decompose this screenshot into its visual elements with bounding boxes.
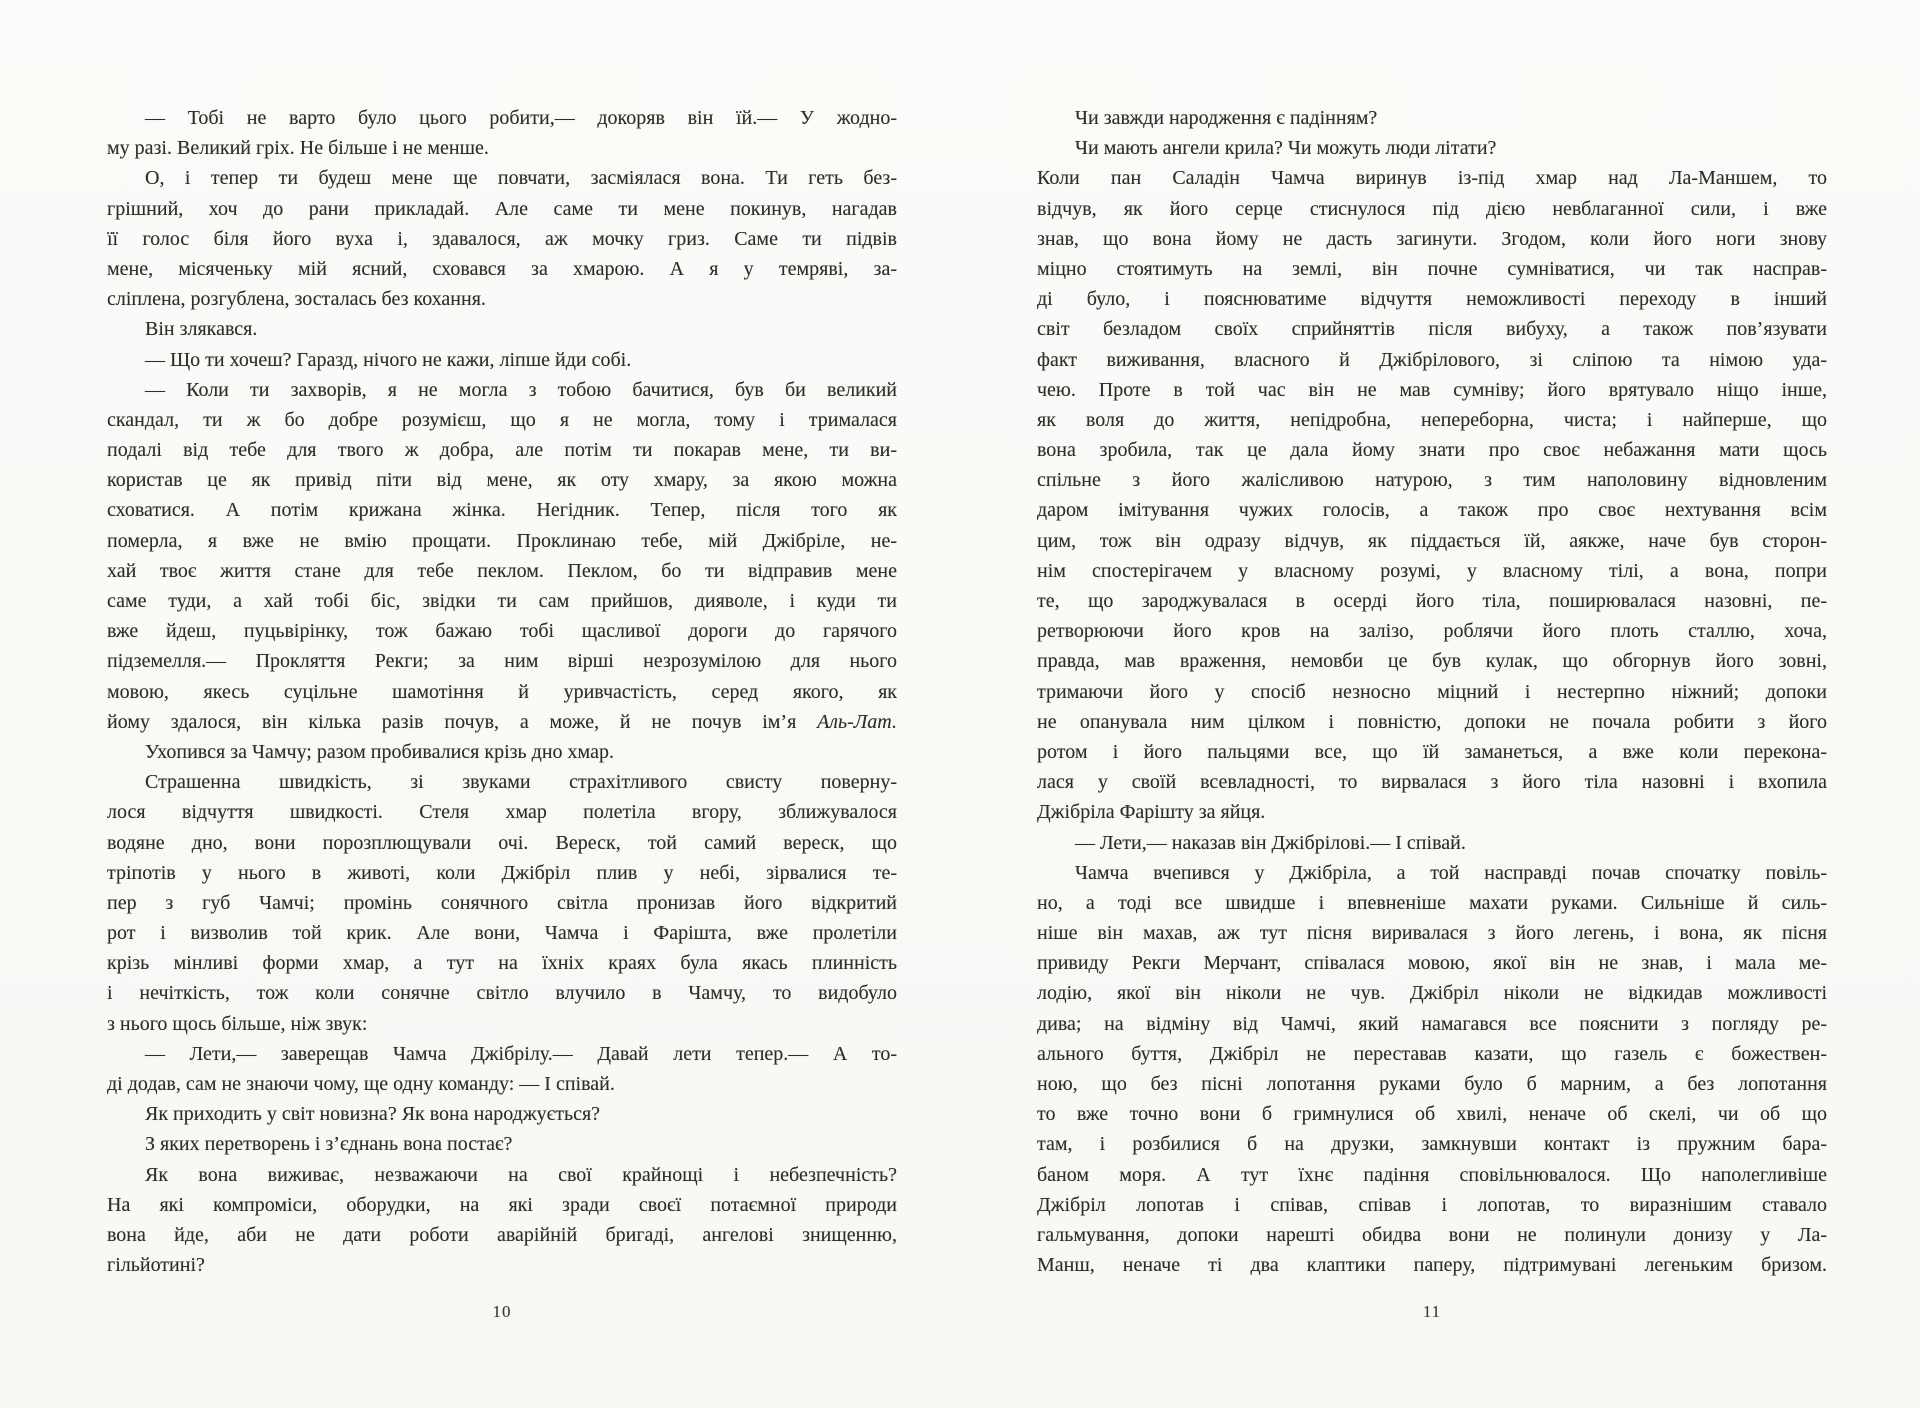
text-line: гальмування, допоки нарешті обидва вони не полинули донизу у Ла- [1037, 1223, 1827, 1246]
text-line: померла, я вже не вмію прощати. Проклинаю тебе, мій Джібріле, не- [107, 529, 897, 552]
text-line: спільне з його жалісливою натурою, з тим наполовину відновленим [1037, 469, 1827, 492]
italic-phrase: Аль-Лат. [817, 710, 897, 733]
text-line: ді було, і пояснюватиме відчуття неможливості переходу в інший [1037, 288, 1827, 311]
text-line: не опанувала ним цілком і повністю, допоки не почала робити з його [1037, 710, 1827, 733]
text-line: подалі від тебе для твого ж добра, але потім ти покарав мене, ти ви- [107, 439, 897, 462]
text-line: — Лети,— заверещав Чамча Джібрілу.— Давай лети тепер.— А то- [145, 1042, 897, 1065]
text-line: рот і визволив той крик. Але вони, Чамча і Фарішта, вже пролетіли [107, 922, 897, 945]
text-line: там, і розбилися б на друзки, замкнувши контакт із пружним бара- [1037, 1133, 1827, 1156]
text-line: чею. Проте в той час він не мав сумніву; його врятувало ніщо інше, [1037, 378, 1827, 401]
text-line: тримаючи його у спосіб незносно міцний і нестерпно ніжний; допоки [1037, 680, 1827, 703]
text-line: вже йдеш, пуцьвірінку, тож бажаю тобі щасливої дороги до гарячого [107, 620, 897, 643]
text-line: знав, що вона йому не дасть загинути. Згодом, коли його ноги знову [1037, 227, 1827, 250]
page-text [107, 103, 897, 1280]
text-line: мене, місяченьку мій ясний, сховався за хмарою. А я у темряві, за- [107, 257, 897, 280]
page-text [1037, 103, 1827, 1280]
text-line: грішний, хоч до рани прикладай. Але саме ти мене покинув, нагадав [107, 197, 897, 220]
text-line: підземелля.— Прокляття Рекги; за ним вірші незрозумілою для нього [107, 650, 897, 673]
text-line: — Коли ти захворів, я не могла з тобою бачитися, був би великий [145, 378, 897, 401]
text-line: лося відчуття швидкості. Стеля хмар полетіла вгору, зближувалося [107, 801, 897, 824]
text-line: Коли пан Саладін Чамча виринув із-під хмар над Ла-Маншем, то [1037, 167, 1827, 190]
text-line: привиду Рекги Мерчант, співалася мовою, якої він не знав, і мала ме- [1037, 952, 1827, 975]
page-number: 10 [492, 1302, 512, 1322]
text-line: те, що зароджувалася в осерді його тіла, поширювалася назовні, пе- [1037, 590, 1827, 612]
text-line: Ухопився за Чамчу; разом пробивалися крізь дно хмар. [145, 740, 614, 763]
text-line: сховатися. А потім крижана жінка. Негідник. Тепер, після того як [107, 499, 897, 522]
text-line: вона зробила, так це дала йому знати про своє небажання мати щось [1037, 439, 1827, 462]
text-line: відчув, як його серце стиснулося під дією невблаганної сили, і вже [1037, 197, 1827, 220]
text-line: Джібріл лопотав і співав, співав і лопотав, то виразнішим ставало [1037, 1193, 1827, 1216]
text-line: даром імітування чужих голосів, а також про своє нехтування всім [1037, 499, 1827, 522]
text-line: її голос біля його вуха і, здавалося, аж мочку гриз. Саме ти підвів [107, 227, 897, 250]
text-line: Джібріла Фарішту за яйця. [1037, 801, 1266, 824]
text-line: світ безладом своїх сприйняттів після вибуху, а також пов’язувати [1037, 318, 1827, 341]
text-line: і нечіткість, тож коли сонячне світло влучило в Чамчу, то видобуло [107, 982, 897, 1005]
text-line: но, а тоді все швидше і впевненіше махати руками. Сильніше й силь- [1037, 891, 1827, 914]
text-line: ретворюючи його кров на залізо, роблячи його плоть сталлю, хоча, [1037, 620, 1827, 643]
text-line: міцно стоятимуть на землі, він почне сумніватися, чи так насправ- [1037, 257, 1827, 280]
text-line: му разі. Великий гріх. Не більше і не менше. [107, 137, 489, 160]
text-line: скандал, ти ж бо добре розумієш, що я не могла, тому і трималася [107, 408, 897, 431]
text-line: Манш, неначе ті два клаптики паперу, підтримувані легеньким бризом. [1037, 1254, 1827, 1277]
text-line: ротом і його пальцями все, що їй заманеться, а вже коли перекона- [1037, 740, 1827, 763]
text-line: Страшенна швидкість, зі звуками страхітливого свисту поверну- [145, 771, 897, 794]
text-line: — Що ти хочеш? Гаразд, нічого не кажи, ліпше йди собі. [145, 348, 632, 371]
text-line: хай твоє життя стане для тебе пеклом. Пеклом, бо ти відправив мене [107, 559, 897, 582]
text-line: мовою, якесь суцільне шамотіння й уривчастість, серед якого, як [107, 680, 897, 703]
text-line: Чи мають ангели крила? Чи можуть люди літати? [1075, 137, 1497, 160]
text-line: Він злякався. [145, 318, 258, 341]
text-line: На які компроміси, оборудки, на які зради своєї потаємної природи [107, 1193, 897, 1216]
text-line: лася у своїй всевладності, то вирвалася з його тіла назовні і вхопила [1037, 771, 1827, 794]
text-line: як воля до життя, непідробна, непереборна, чиста; і найперше, що [1037, 408, 1827, 431]
text-line: дива; на відміну від Чамчі, який намагався все пояснити з погляду ре- [1037, 1012, 1827, 1035]
text-line: Чи завжди народження є падінням? [1075, 107, 1378, 129]
text-line: тріпотів у нього в животі, коли Джібріл плив у небі, зірвалися те- [107, 861, 897, 884]
text-line: — Лети,— наказав він Джібрілові.— І співай. [1075, 831, 1466, 854]
text-line: цим, тож він одразу відчув, як піддається їй, аякже, наче був сторон- [1037, 529, 1827, 552]
page-left [107, 0, 897, 1322]
text-line: — Тобі не варто було цього робити,— докоряв він їй.— У жодно- [145, 107, 897, 129]
page-number: 11 [1422, 1302, 1442, 1322]
text-line: саме туди, а хай тобі біс, звідки ти сам прийшов, дияволе, і куди ти [107, 590, 897, 612]
text-line: йому здалося, він кілька разів почув, а може, й не почув ім’я Аль-Лат. [107, 710, 897, 733]
page-right [1037, 0, 1827, 1322]
text-line: З яких перетворень і з’єднань вона постає? [145, 1133, 513, 1156]
text-line: гільйотині? [107, 1254, 205, 1277]
text-line: вона йде, аби не дати роботи аварійній бригаді, ангелові знищенню, [107, 1223, 897, 1246]
text-line: Як приходить у світ новизна? Як вона народжується? [145, 1103, 601, 1126]
text-line: ді додав, сам не знаючи чому, ще одну команду: — І співай. [107, 1073, 615, 1095]
text-line: Як вона виживає, незважаючи на свої крайнощі і небезпечність? [145, 1163, 897, 1186]
text-line: пер з губ Чамчі; промінь сонячного світла пронизав його відкритий [107, 891, 897, 914]
text-line: ною, що без пісні лопотання руками було б марним, а без лопотання [1037, 1073, 1827, 1095]
text-line: нім спостерігачем у власному розумі, у власному тілі, а вона, попри [1037, 559, 1827, 582]
text-line: то вже точно вони б гримнулися об хвилі, неначе об скелі, чи об що [1037, 1103, 1827, 1126]
text-line: ніше він махав, аж тут пісня виривалася з його легень, і вона, як пісня [1037, 922, 1827, 945]
text-line: правда, мав враження, немовби це був кулак, що обгорнув його зовні, [1037, 650, 1827, 673]
text-line: з нього щось більше, ніж звук: [107, 1012, 368, 1035]
text-line: ального буття, Джібріл не переставав казати, що газель є божествен- [1037, 1042, 1827, 1065]
text-line: лодію, якої він ніколи не чув. Джібріл ніколи не відкидав можливості [1037, 982, 1827, 1005]
text-line: О, і тепер ти будеш мене ще повчати, засміялася вона. Ти геть без- [145, 167, 897, 190]
text-line: Чамча вчепився у Джібріла, а той насправді почав спочатку повіль- [1075, 861, 1827, 884]
text-line: користав це як привід піти від мене, як оту хмару, за якою можна [107, 469, 897, 492]
text-line: крізь мінливі форми хмар, а тут на їхніх краях була якась плинність [107, 952, 897, 975]
text-line: сліплена, розгублена, зосталась без кохання. [107, 288, 486, 311]
text-line: баном моря. А тут їхнє падіння сповільнювалося. Що наполегливіше [1037, 1163, 1827, 1186]
text-line: водяне дно, вони порозплющували очі. Вереск, той самий вереск, що [107, 831, 897, 854]
text-line: факт виживання, власного й Джібрілового, зі сліпою та німою уда- [1037, 348, 1827, 371]
